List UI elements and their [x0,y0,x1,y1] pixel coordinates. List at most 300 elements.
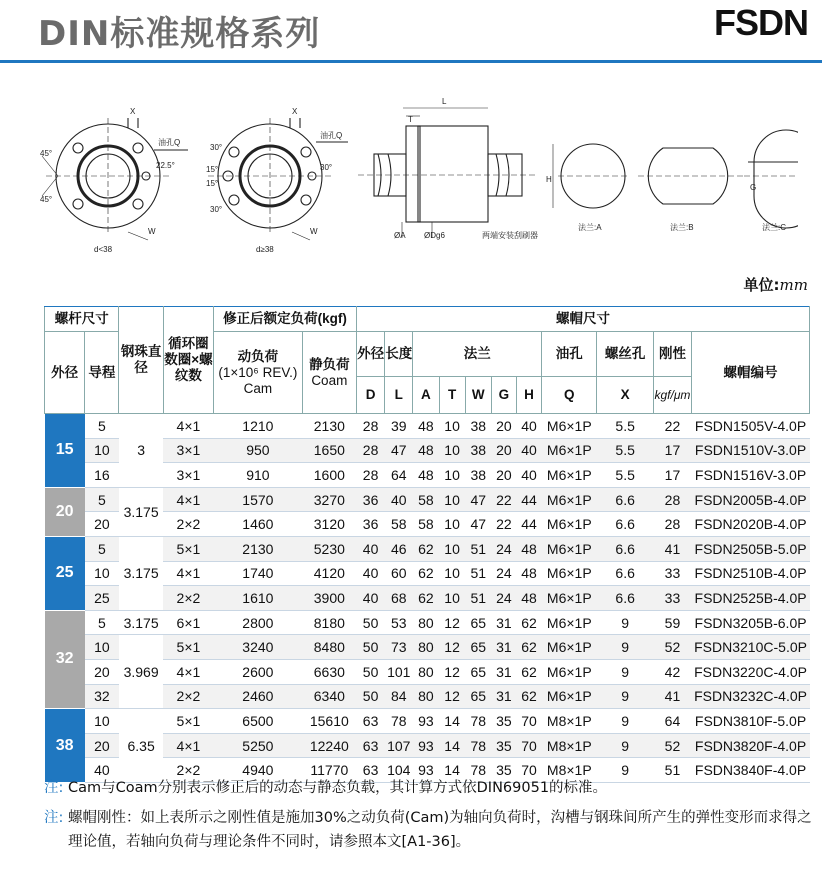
table-cell: 40 [357,536,385,561]
table-cell: 47 [465,487,491,512]
table-cell: FSDN2505B-5.0P [692,536,810,561]
table-cell: 40 [516,414,541,439]
table-cell: 93 [413,758,439,783]
table-cell: 33 [653,586,691,611]
table-cell: M6×1P [542,684,597,709]
table-cell: 25 [85,586,119,611]
table-cell: 40 [516,438,541,463]
table-cell: 68 [385,586,413,611]
table-cell: 101 [385,659,413,684]
table-row [45,610,810,635]
table-cell: 12 [439,635,465,660]
table-cell: 9 [597,610,653,635]
table-cell: 14 [439,733,465,758]
cell-ball-dia: 3.175 [119,536,163,610]
table-cell: 35 [491,709,516,734]
table-cell: 10 [439,586,465,611]
header-rigidity: 刚性 [653,332,691,377]
table-cell: 1650 [302,438,356,463]
flange2-angle-4: 15° [206,179,219,188]
table-cell: 78 [385,709,413,734]
table-cell: 4×1 [163,414,213,439]
header-circuits: 循环圈数圈×螺纹数 [163,307,213,414]
table-cell: 20 [491,463,516,488]
table-cell: FSDN1505V-4.0P [692,414,810,439]
table-cell: 48 [413,438,439,463]
table-cell: 12240 [302,733,356,758]
table-cell: 80 [413,684,439,709]
table-cell: 11770 [302,758,356,783]
table-cell: 6.6 [597,512,653,537]
table-cell: 36 [357,487,385,512]
table-cell: FSDN1510V-3.0P [692,438,810,463]
table-cell: FSDN3820F-4.0P [692,733,810,758]
table-cell: 31 [491,684,516,709]
table-cell: 2130 [302,414,356,439]
table-cell: 44 [516,512,541,537]
flange1-w-label: W [148,227,156,236]
table-cell: 12 [439,659,465,684]
table-cell: 64 [653,709,691,734]
table-cell: 10 [85,635,119,660]
technical-drawings [38,90,798,270]
table-cell: 32 [85,684,119,709]
table-cell: 48 [516,561,541,586]
table-cell: 65 [465,684,491,709]
flange2-x-label: X [292,107,298,116]
table-row [45,635,810,660]
flange1-caption: d<38 [94,245,113,254]
table-row [45,487,810,512]
table-cell: 14 [439,709,465,734]
table-cell: 15610 [302,709,356,734]
side-wiper-label: 两端安装刮刷器 [482,231,538,240]
table-cell: 60 [385,561,413,586]
cell-ball-dia: 3.969 [119,635,163,709]
table-cell: 63 [357,758,385,783]
side-phi-d-label: ØDg6 [424,231,445,240]
spec-table [44,306,810,783]
table-cell: 50 [357,684,385,709]
sub-rigidity-unit: kgf/μm [653,377,691,414]
table-row [45,709,810,734]
table-cell: 41 [653,536,691,561]
table-cell: FSDN2510B-4.0P [692,561,810,586]
side-t-label: T [408,115,413,124]
table-cell: 107 [385,733,413,758]
flange-drawing-d-lt-38 [42,118,188,240]
sub-W: W [465,377,491,414]
table-cell: 2×2 [163,586,213,611]
table-cell: 4×1 [163,487,213,512]
table-cell: 10 [85,709,119,734]
table-cell: 2800 [214,610,303,635]
notes [44,776,814,860]
table-cell: 2×2 [163,512,213,537]
flangeC-caption: 法兰:C [762,223,786,232]
header-nut-size: 螺帽尺寸 [357,307,810,332]
table-cell: 8480 [302,635,356,660]
page-title: DIN标准规格系列 [38,14,321,54]
table-cell: M6×1P [542,463,597,488]
flange2-angle-5: 30° [320,163,333,172]
table-cell: FSDN3810F-5.0P [692,709,810,734]
cell-ball-dia: 3 [119,414,163,488]
table-cell: 58 [385,512,413,537]
table-row [45,536,810,561]
table-cell: 63 [357,733,385,758]
group-od: 25 [45,536,85,610]
table-cell: 9 [597,684,653,709]
table-cell: 5 [85,487,119,512]
table-cell: 70 [516,733,541,758]
table-cell: 36 [357,512,385,537]
header-divider [0,60,822,63]
table-cell: 31 [491,635,516,660]
table-cell: 58 [413,487,439,512]
spec-table-body [45,414,810,783]
header-od: 外径 [45,332,85,414]
table-cell: 62 [516,635,541,660]
table-cell: 5 [85,536,119,561]
table-cell: 2130 [214,536,303,561]
table-cell: 78 [465,758,491,783]
group-od: 15 [45,414,85,488]
flange2-oil-label: 油孔Q [320,131,343,140]
flangeA-caption: 法兰:A [578,223,602,232]
table-cell: 10 [85,438,119,463]
table-cell: 1610 [214,586,303,611]
table-cell: 58 [413,512,439,537]
table-cell: 48 [413,414,439,439]
table-cell: 10 [439,414,465,439]
table-cell: 6.6 [597,561,653,586]
table-cell: 63 [357,709,385,734]
table-cell: 5.5 [597,414,653,439]
table-cell: 51 [653,758,691,783]
table-cell: 5.5 [597,463,653,488]
table-cell: 28 [357,438,385,463]
table-cell: FSDN3210C-5.0P [692,635,810,660]
table-cell: 40 [516,463,541,488]
table-cell: 4940 [214,758,303,783]
table-cell: M6×1P [542,610,597,635]
flangeB-caption: 法兰:B [670,223,694,232]
sub-X: X [597,377,653,414]
note-2: 注: 螺帽刚性：如上表所示之刚性值是施加30%之动负荷(Cam)为轴向负荷时，沟槽与钢珠间所产生的弹性变形而求得之理论值，若轴向负荷与理论条件不同时，请参照本文[A1-36]。 [44,810,812,850]
table-cell: M6×1P [542,561,597,586]
flange2-angle-1: 30° [210,143,223,152]
table-cell: 62 [413,586,439,611]
table-cell: 28 [653,512,691,537]
table-cell: M6×1P [542,635,597,660]
table-cell: 9 [597,733,653,758]
table-cell: 8180 [302,610,356,635]
flange1-x-label: X [130,107,136,116]
table-cell: 40 [357,561,385,586]
table-cell: 47 [385,438,413,463]
table-cell: 35 [491,733,516,758]
table-cell: 64 [385,463,413,488]
table-cell: 6500 [214,709,303,734]
header-screw-hole: 螺丝孔 [597,332,653,377]
table-cell: 48 [516,536,541,561]
sub-G: G [491,377,516,414]
table-cell: 48 [516,586,541,611]
header-shaft-size: 螺杆尺寸 [45,307,119,332]
table-cell: M6×1P [542,414,597,439]
table-cell: 10 [85,561,119,586]
table-cell: 48 [413,463,439,488]
table-cell: 3×1 [163,463,213,488]
table-row [45,414,810,439]
table-cell: 62 [516,659,541,684]
sub-L: L [385,377,413,414]
header-load: 修正后额定负荷(kgf) [214,307,357,332]
table-cell: FSDN2005B-4.0P [692,487,810,512]
table-cell: 28 [357,463,385,488]
header-oil-hole: 油孔 [542,332,597,377]
table-cell: 65 [465,659,491,684]
table-cell: M6×1P [542,438,597,463]
table-cell: 39 [385,414,413,439]
table-cell: 62 [413,561,439,586]
table-cell: 65 [465,635,491,660]
table-cell: 33 [653,561,691,586]
table-cell: 10 [439,512,465,537]
table-cell: 12 [439,684,465,709]
table-cell: 9 [597,659,653,684]
table-cell: M6×1P [542,536,597,561]
table-cell: 42 [653,659,691,684]
table-cell: 12 [439,610,465,635]
table-cell: 44 [516,487,541,512]
table-cell: 38 [465,463,491,488]
flange2-angle-3: 15° [206,165,219,174]
header-length: 长度 [385,332,413,377]
table-cell: 51 [465,536,491,561]
table-cell: 73 [385,635,413,660]
flange2-angle-2: 30° [210,205,223,214]
table-cell: 28 [653,487,691,512]
table-cell: 31 [491,610,516,635]
table-cell: 20 [491,438,516,463]
table-cell: 24 [491,536,516,561]
table-cell: 1600 [302,463,356,488]
header-ball-dia: 钢珠直径 [119,307,163,414]
table-cell: 20 [85,733,119,758]
table-cell: 910 [214,463,303,488]
table-cell: M6×1P [542,586,597,611]
table-cell: 6340 [302,684,356,709]
table-cell: 50 [357,610,385,635]
table-cell: 53 [385,610,413,635]
table-cell: 80 [413,635,439,660]
table-cell: 47 [465,512,491,537]
table-cell: 9 [597,635,653,660]
table-cell: 5×1 [163,536,213,561]
group-od: 20 [45,487,85,536]
header-lead: 导程 [85,332,119,414]
table-cell: 84 [385,684,413,709]
table-cell: 10 [439,487,465,512]
sub-D: D [357,377,385,414]
table-cell: 5×1 [163,635,213,660]
table-cell: 5250 [214,733,303,758]
table-cell: 40 [85,758,119,783]
table-cell: 14 [439,758,465,783]
table-cell: 35 [491,758,516,783]
table-cell: 50 [357,635,385,660]
table-cell: 6.6 [597,536,653,561]
side-l-label: L [442,97,447,106]
flange-shape-c [744,130,798,228]
table-cell: 5 [85,414,119,439]
table-cell: 51 [465,586,491,611]
table-cell: 51 [465,561,491,586]
flange2-caption: d≥38 [256,245,274,254]
table-cell: 78 [465,709,491,734]
table-cell: 2460 [214,684,303,709]
table-cell: 52 [653,733,691,758]
table-cell: 2600 [214,659,303,684]
table-cell: FSDN3232C-4.0P [692,684,810,709]
table-cell: FSDN3840F-4.0P [692,758,810,783]
header-static-load: 静负荷 Coam [302,332,356,414]
table-cell: FSDN3205B-6.0P [692,610,810,635]
table-cell: 9 [597,758,653,783]
table-cell: 1210 [214,414,303,439]
table-cell: M8×1P [542,709,597,734]
sub-Q: Q [542,377,597,414]
cell-ball-dia: 3.175 [119,487,163,536]
table-cell: 80 [413,610,439,635]
table-cell: 24 [491,586,516,611]
header-flange: 法兰 [413,332,542,377]
cell-ball-dia: 3.175 [119,610,163,635]
table-cell: 40 [357,586,385,611]
table-cell: 22 [491,512,516,537]
table-cell: 1460 [214,512,303,537]
cell-ball-dia: 6.35 [119,709,163,783]
table-cell: 5.5 [597,438,653,463]
table-cell: 6630 [302,659,356,684]
brand-logo: FSDN [714,2,808,43]
table-cell: 3270 [302,487,356,512]
group-od: 38 [45,709,85,783]
table-cell: 59 [653,610,691,635]
table-cell: M8×1P [542,758,597,783]
header-outer: 外径 [357,332,385,377]
table-cell: 52 [653,635,691,660]
table-cell: 22 [653,414,691,439]
table-cell: 104 [385,758,413,783]
table-cell: 950 [214,438,303,463]
table-cell: 93 [413,733,439,758]
sub-T: T [439,377,465,414]
table-cell: 38 [465,438,491,463]
table-cell: 4×1 [163,733,213,758]
table-cell: 24 [491,561,516,586]
table-cell: 46 [385,536,413,561]
table-cell: FSDN2525B-4.0P [692,586,810,611]
table-cell: 62 [516,610,541,635]
table-cell: 41 [653,684,691,709]
table-cell: 62 [516,684,541,709]
table-cell: 40 [385,487,413,512]
nut-side-view [358,108,538,238]
table-cell: 3×1 [163,438,213,463]
table-cell: FSDN3220C-4.0P [692,659,810,684]
table-cell: 28 [357,414,385,439]
table-cell: M6×1P [542,659,597,684]
flange1-angle-2: 45° [40,195,53,204]
table-cell: 4120 [302,561,356,586]
table-cell: 5×1 [163,709,213,734]
flange1-oil-label: 油孔Q [158,138,181,147]
table-cell: 70 [516,709,541,734]
table-cell: FSDN1516V-3.0P [692,463,810,488]
table-cell: 10 [439,438,465,463]
flange-shape-b [638,148,743,204]
table-cell: 5 [85,610,119,635]
table-cell: 20 [85,512,119,537]
table-cell: 16 [85,463,119,488]
table-cell: 17 [653,438,691,463]
flange1-angle-3: 22.5° [156,161,175,170]
sub-H: H [516,377,541,414]
table-cell: 78 [465,733,491,758]
table-cell: FSDN2020B-4.0P [692,512,810,537]
group-od: 32 [45,610,85,708]
table-cell: 2×2 [163,758,213,783]
note-1: 注: Cam与Coam分别表示修正后的动态与静态负载，其计算方式依DIN69051的标准。 [44,780,608,796]
table-cell: 3900 [302,586,356,611]
table-cell: M6×1P [542,487,597,512]
table-cell: 80 [413,659,439,684]
table-cell: 10 [439,561,465,586]
table-cell: 3120 [302,512,356,537]
table-cell: 62 [413,536,439,561]
table-cell: 4×1 [163,659,213,684]
table-cell: 6×1 [163,610,213,635]
table-cell: 10 [439,536,465,561]
flange-shape-a [553,144,628,208]
flange2-w-label: W [310,227,318,236]
table-cell: 65 [465,610,491,635]
table-cell: 2×2 [163,684,213,709]
flange1-angle-1: 45° [40,149,53,158]
flangeC-g-label: G [750,183,757,192]
table-cell: 50 [357,659,385,684]
table-cell: 31 [491,659,516,684]
table-cell: 6.6 [597,586,653,611]
header-dynamic-load: 动负荷 (1×10⁶ REV.) Cam [214,332,303,414]
table-cell: 1740 [214,561,303,586]
table-cell: 1570 [214,487,303,512]
table-cell: 22 [491,487,516,512]
table-cell: 10 [439,463,465,488]
unit-label: 单位:mm [743,276,808,294]
table-cell: 9 [597,709,653,734]
table-cell: M6×1P [542,512,597,537]
table-cell: 20 [85,659,119,684]
table-cell: M8×1P [542,733,597,758]
sub-A: A [413,377,439,414]
header-nut-code: 螺帽编号 [692,332,810,414]
table-cell: 4×1 [163,561,213,586]
table-cell: 17 [653,463,691,488]
